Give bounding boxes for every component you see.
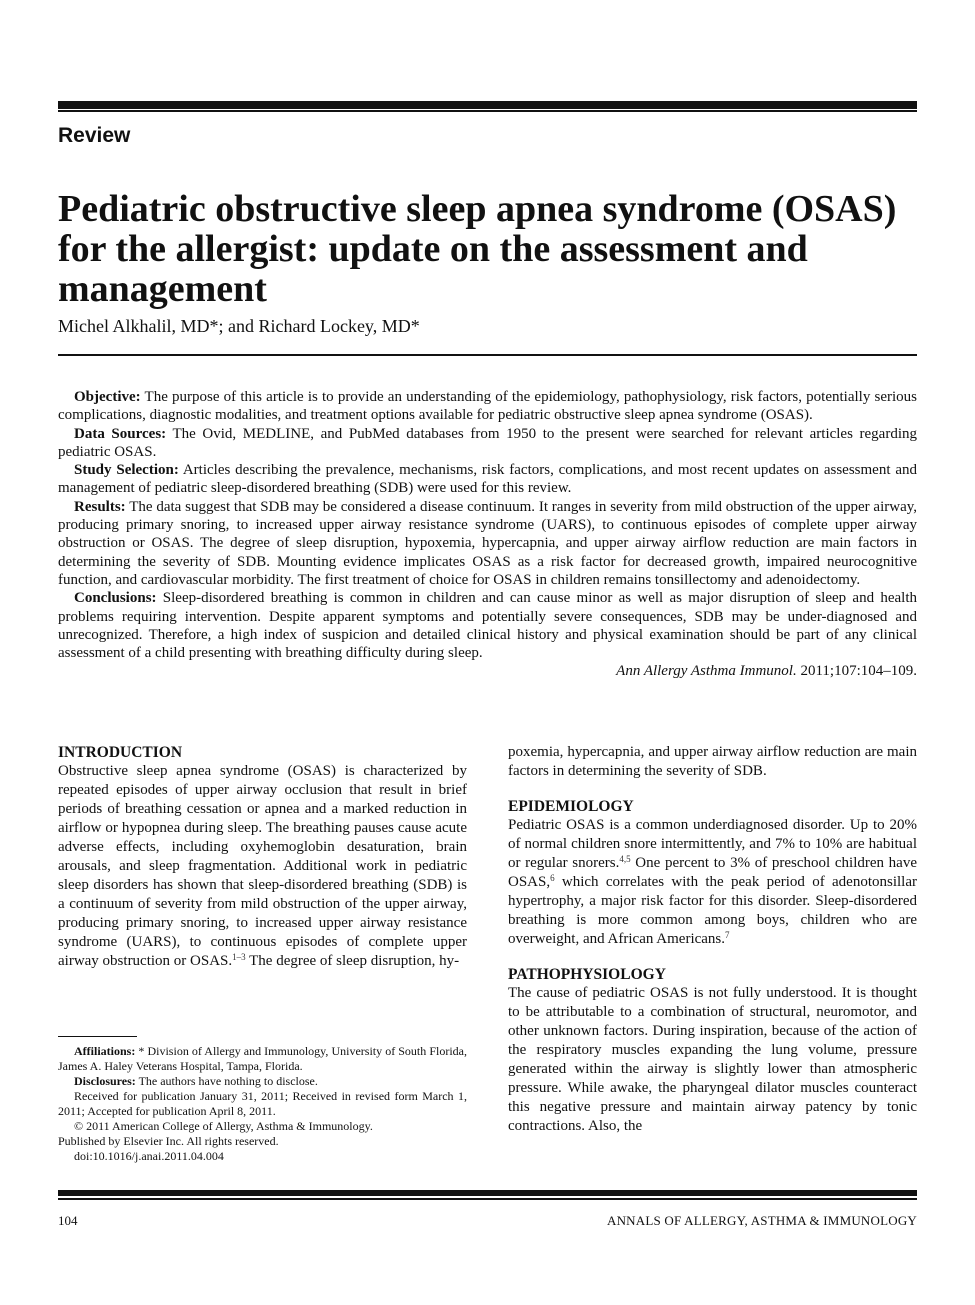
abstract-conclusions bbox=[58, 589, 917, 662]
footnote-divider bbox=[58, 1036, 137, 1037]
study-selection-text: Articles describing the prevalence, mechanisms, risk factors, complications, and most recent updates on assessment and management of pediatric sleep-disordered breathing (SDB) were used for this review. bbox=[58, 462, 917, 497]
left-column bbox=[58, 743, 467, 971]
objective-text: The purpose of this article is to provide an understanding of the epidemiology, pathophysiology, risk factors, potentially serious complications, diagnostic modalities, and treatment options available for pediatric obstructive sleep apnea syndrome (OSAS). bbox=[58, 389, 917, 424]
data-sources-text: The Ovid, MEDLINE, and PubMed databases from 1950 to the present were searched for relevant articles regarding pediatric OSAS. bbox=[58, 425, 918, 460]
footnote-disclosures bbox=[58, 1074, 467, 1089]
header-rule-thick bbox=[58, 101, 917, 109]
epidemiology-ref-3[interactable]: 7 bbox=[725, 930, 730, 940]
footnote-copyright: © 2011 American College of Allergy, Asthma & Immunology. bbox=[74, 1119, 373, 1133]
epidemiology-ref-2[interactable]: 6 bbox=[550, 873, 555, 883]
abstract bbox=[58, 388, 917, 681]
data-sources-label: Data Sources: bbox=[74, 425, 167, 442]
affiliations-label: Affiliations: bbox=[74, 1044, 136, 1058]
affiliations-text: * Division of Allergy and Immunology, University of South Florida, James A. Haley Veterans Hospital, Tampa, Florida. bbox=[58, 1044, 467, 1073]
introduction-text-after: The degree of sleep disruption, hy- bbox=[245, 953, 460, 969]
abstract-objective bbox=[58, 388, 917, 425]
footer-rule-thin bbox=[58, 1198, 917, 1200]
introduction-paragraph bbox=[58, 762, 467, 971]
epidemiology-paragraph bbox=[508, 816, 917, 949]
abstract-citation bbox=[58, 662, 917, 680]
epidemiology-text-3: which correlates with the peak period of adenotonsillar hypertrophy, a major risk factor for this disorder. Sleep-disordered breathing is more common among boys, children who are overweight, and African Americans. bbox=[508, 874, 917, 947]
authors-divider bbox=[58, 354, 917, 356]
conclusions-label: Conclusions: bbox=[74, 590, 157, 607]
right-column bbox=[508, 743, 917, 1136]
epidemiology-ref-1[interactable]: 4,5 bbox=[619, 854, 631, 864]
abstract-study-selection bbox=[58, 461, 917, 498]
footer-rule-thick bbox=[58, 1190, 917, 1196]
epidemiology-text-1: Pediatric OSAS is a common underdiagnosed disorder. Up to 20% of normal children snore intermittently, and 7% to 10% are habitual or regular snorers. bbox=[508, 817, 917, 871]
page-number: 104 bbox=[58, 1213, 78, 1228]
results-text: The data suggest that SDB may be considered a disease continuum. It ranges in severity from mild obstruction of the upper airway, producing primary snoring, to increased upper airway resistance syndrome (UARS), to continuous episodes of complete upper airway obstruction or OSAS. The degree of sleep disruption, hypoxemia, hypercapnia, and upper airway airflow reduction are main factors in determining the severity of SDB. Mounting evidence implicates OSAS as a risk factor for decreased growth, impaired neurocognitive function, and cardiovascular morbidity. The first treatment of choice for OSAS in children remains tonsillectomy and adenoidectomy. bbox=[58, 498, 917, 588]
abstract-results bbox=[58, 498, 917, 589]
conclusions-text: Sleep-disordered breathing is common in children and can cause minor as well as major disruption of sleep and health problems requiring intervention. Despite apparent symptoms and potentially severe consequences, SDB may be under-diagnosed and unrecognized. Therefore, a high index of suspicion and detailed clinical history and physical examination should be part of any clinical assessment of a child presenting with breathing difficulty during sleep. bbox=[58, 590, 917, 662]
abstract-data-sources bbox=[58, 425, 917, 462]
introduction-text: Obstructive sleep apnea syndrome (OSAS) is characterized by repeated episodes of upper airway occlusion that result in brief periods of breathing cessation or apnea and a marked reduction in airflow or hypopnea during sleep. The breathing pauses cause acute adverse effects, including oxyhemoglobin desaturation, brain arousals, and sleep fragmentation. Additional work in pediatric sleep disorders has shown that sleep-disordered breathing (SDB) is a continuum of severity from mild obstruction of the upper airway, producing primary snoring, to increased upper airway resistance syndrome (UARS), to continuous episodes of complete upper airway obstruction or OSAS. bbox=[58, 763, 467, 969]
pathophysiology-heading: PATHOPHYSIOLOGY bbox=[508, 966, 666, 983]
article-authors: Michel Alkhalil, MD*; and Richard Lockey, MD* bbox=[58, 316, 420, 336]
objective-label: Objective: bbox=[74, 389, 141, 405]
footnote-affiliations bbox=[58, 1044, 467, 1074]
introduction-continuation: poxemia, hypercapnia, and upper airway airflow reduction are main factors in determining the severity of SDB. bbox=[508, 744, 917, 779]
introduction-ref[interactable]: 1–3 bbox=[232, 952, 246, 962]
study-selection-label: Study Selection: bbox=[74, 462, 179, 479]
citation-details: 2011;107:104–109. bbox=[796, 663, 917, 680]
introduction-heading: INTRODUCTION bbox=[58, 744, 183, 761]
disclosures-text: The authors have nothing to disclose. bbox=[135, 1074, 318, 1088]
footnotes bbox=[58, 1044, 467, 1164]
section-gap bbox=[508, 949, 917, 965]
article-title: Pediatric obstructive sleep apnea syndrome (OSAS) for the allergist: update on the assessment and management bbox=[58, 188, 897, 310]
footnote-publisher: Published by Elsevier Inc. All rights reserved. bbox=[58, 1134, 279, 1148]
epidemiology-text-2: One percent to 3% of preschool children have OSAS, bbox=[508, 855, 917, 890]
disclosures-label: Disclosures: bbox=[74, 1074, 136, 1088]
journal-running-footer: ANNALS OF ALLERGY, ASTHMA & IMMUNOLOGY bbox=[607, 1213, 917, 1228]
epidemiology-heading: EPIDEMIOLOGY bbox=[508, 798, 634, 815]
section-gap bbox=[508, 781, 917, 797]
results-label: Results: bbox=[74, 498, 126, 515]
header-rule-thin bbox=[58, 110, 917, 112]
section-label: Review bbox=[58, 124, 131, 147]
footnote-received: Received for publication January 31, 2011; Received in revised form March 1, 2011; Accepted for publication April 8, 2011. bbox=[58, 1089, 467, 1118]
footnote-doi[interactable]: doi:10.1016/j.anai.2011.04.004 bbox=[74, 1149, 224, 1163]
citation-journal: Ann Allergy Asthma Immunol. bbox=[616, 663, 797, 680]
pathophysiology-paragraph: The cause of pediatric OSAS is not fully understood. It is thought to be attributable to a combination of structural, neuromotor, and other unknown factors. During inspiration, because of the action of the respiratory muscles expanding the lung volume, pressure generated within the airway is slightly lower than atmospheric pressure. While awake, the pharyngeal dilator muscles counteract this negative pressure and maintain airway patency by tonic contractions. Also, the bbox=[508, 985, 917, 1134]
